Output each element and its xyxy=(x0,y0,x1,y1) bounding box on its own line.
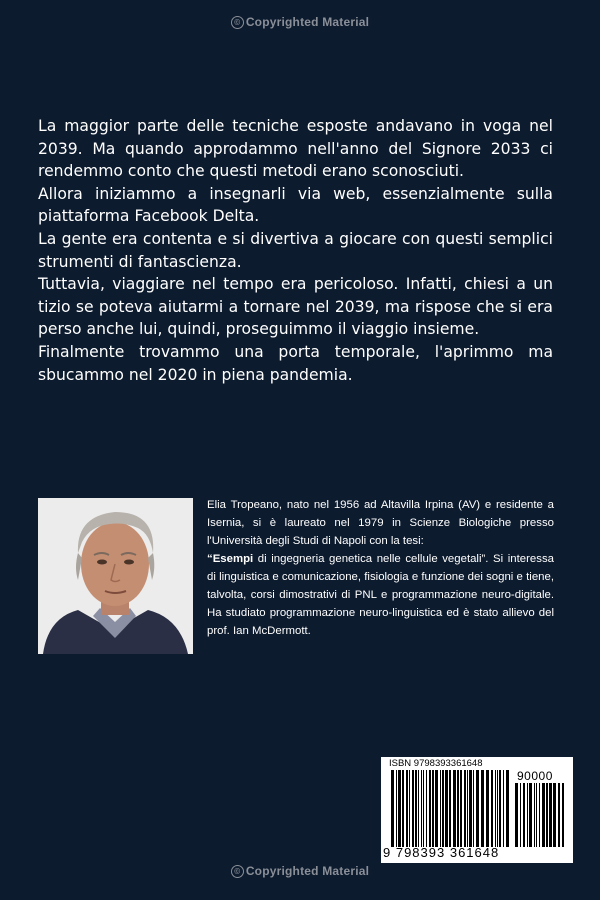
barcode-bar xyxy=(536,783,537,847)
barcode-bar xyxy=(406,770,408,847)
barcode-bar xyxy=(402,770,404,847)
barcode-bar xyxy=(473,770,474,847)
barcode-bar xyxy=(486,770,489,847)
bio-rest: Si interessa di linguistica e comunicazione, fisiologia e funzione dei sogni e tiene, talvolta, corsi dimostrativi di PNL e programmazione neuro-digitale. Ha studiato programmazione neuro-linguistica ed è stato allievo del prof. Ian McDermott. xyxy=(207,553,554,637)
watermark-text-bottom: Copyrighted Material xyxy=(245,864,370,878)
barcode-bar xyxy=(445,770,448,847)
barcode-bar xyxy=(527,783,528,847)
barcode-bar xyxy=(391,770,394,847)
barcode-bar xyxy=(497,770,498,847)
barcode-bar xyxy=(449,770,451,847)
barcode-bar xyxy=(491,770,493,847)
barcode-bar xyxy=(460,770,462,847)
barcode-bar xyxy=(546,783,548,847)
barcode-bar xyxy=(442,770,444,847)
barcode-bar xyxy=(435,770,438,847)
barcode-bar xyxy=(423,770,424,847)
copyright-icon: © xyxy=(231,16,244,29)
blurb-paragraph-3: La gente era contenta e si divertiva a giocare con questi semplici strumenti di fantascienza. xyxy=(38,229,553,271)
blurb-paragraph-2: Allora iniziammo a insegnarli via web, essenzialmente sulla piattaforma Facebook Delta. xyxy=(38,184,553,226)
barcode-bar xyxy=(515,783,518,847)
barcode-bar xyxy=(481,770,484,847)
barcode-bar xyxy=(412,770,414,847)
barcode-bar xyxy=(529,783,532,847)
barcode-bar xyxy=(396,770,397,847)
barcode-bar xyxy=(562,783,564,847)
isbn-barcode-box xyxy=(381,757,573,863)
barcode-bar xyxy=(418,770,419,847)
barcode-bar xyxy=(476,770,479,847)
barcode-bar xyxy=(429,770,431,847)
barcode-bar xyxy=(398,770,401,847)
blurb-paragraph-1: La maggior parte delle tecniche esposte andavano in voga nel 2039. Ma quando approdammo nell'anno del Signore 2033 ci rendemmo conto che questi metodi erano sconosciuti. xyxy=(38,117,553,181)
back-cover-blurb xyxy=(38,115,553,386)
barcode-bar xyxy=(553,783,556,847)
barcode-bar xyxy=(506,770,509,847)
author-bio xyxy=(207,496,554,640)
bio-intro: Elia Tropeano, nato nel 1956 ad Altavilla Irpina (AV) e residente a Isernia, si è laureato nel 1979 in Scienze Biologiche presso l'Università degli Studi di Napoli con la tesi: xyxy=(207,499,554,547)
copyright-watermark-bottom xyxy=(0,864,600,878)
barcode-bar xyxy=(426,770,427,847)
barcode-bar xyxy=(523,783,525,847)
barcode-bar xyxy=(415,770,417,847)
copyright-watermark-top xyxy=(0,15,600,29)
barcode-bar xyxy=(520,783,521,847)
barcode-bar xyxy=(432,770,434,847)
thesis-title-bold: “Esempi xyxy=(207,553,254,565)
barcode-bar xyxy=(453,770,456,847)
barcode-bar xyxy=(499,770,501,847)
author-photo xyxy=(38,498,193,654)
blurb-paragraph-4: Tuttavia, viaggiare nel tempo era pericoloso. Infatti, chiesi a un tizio se poteva aiutarmi a tornare nel 2039, ma rispose che si era perso anche lui, quindi, proseguimmo il viaggio insieme. xyxy=(38,275,553,339)
barcode-bar xyxy=(409,770,410,847)
thesis-title-rest: di ingegneria genetica nelle cellule vegetali”. xyxy=(253,553,489,565)
blurb-paragraph-5: Finalmente trovammo una porta temporale, l'aprimmo ma sbucammo nel 2020 in piena pandemia. xyxy=(38,342,553,384)
barcode-bar xyxy=(503,770,504,847)
isbn-digits: 9 798393 361648 xyxy=(383,845,500,860)
barcode-bar xyxy=(549,783,552,847)
barcode-bar xyxy=(542,783,545,847)
isbn-barcode xyxy=(391,770,509,847)
isbn-label: ISBN 9798393361648 xyxy=(389,758,483,769)
price-barcode xyxy=(515,783,567,847)
barcode-bar xyxy=(467,770,468,847)
barcode-bar xyxy=(464,770,466,847)
barcode-bar xyxy=(534,783,535,847)
barcode-bar xyxy=(558,783,560,847)
barcode-bar xyxy=(440,770,441,847)
barcode-bar xyxy=(495,770,496,847)
barcode-bar xyxy=(469,770,472,847)
copyright-icon: © xyxy=(231,865,244,878)
barcode-bar xyxy=(539,783,540,847)
watermark-text-top: Copyrighted Material xyxy=(245,15,370,29)
barcode-bar xyxy=(421,770,422,847)
price-code: 90000 xyxy=(517,769,553,783)
barcode-bar xyxy=(457,770,459,847)
